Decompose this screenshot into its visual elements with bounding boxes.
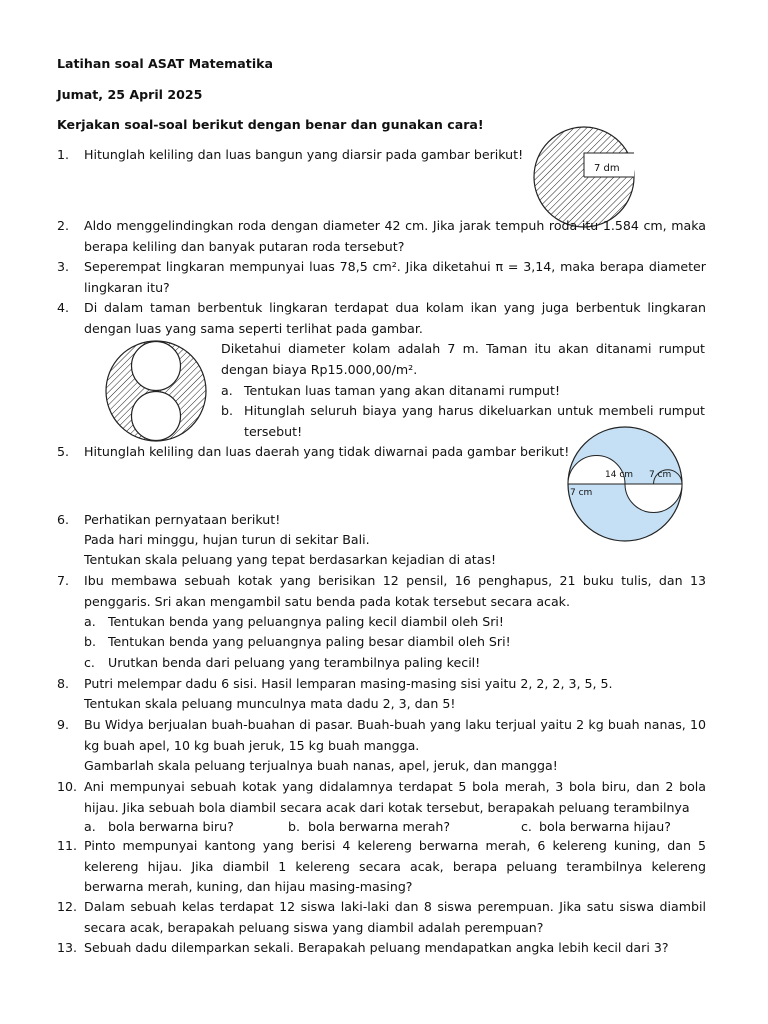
sub-text: Hitunglah seluruh biaya yang harus dikeluarkan untuk membeli rumput tersebut! xyxy=(244,403,705,439)
question-text: Dalam sebuah kelas terdapat 12 siswa laki-laki dan 8 siswa perempuan. Jika satu siswa diambil secara acak, berapakah peluang siswa yang diambil adalah perempuan? xyxy=(84,899,706,935)
question-number: 4. xyxy=(57,300,70,315)
question-text: Seperempat lingkaran mempunyai luas 78,5 cm². Jika diketahui π = 3,14, maka berapa diameter lingkaran itu? xyxy=(84,259,706,295)
question-text: Bu Widya berjualan buah-buahan di pasar. Buah-buah yang laku terjual yaitu 2 kg buah nanas, 10 kg buah apel, 10 kg buah jeruk, 15 kg buah mangga. xyxy=(84,717,706,753)
question-number: 3. xyxy=(57,259,70,274)
question-text: Ani mempunyai sebuah kotak yang didalamnya terdapat 5 bola merah, 3 bola biru, dan 2 bola hijau. Jika sebuah bola diambil secara acak dari kotak tersebut, berapakah peluang terambilnya xyxy=(84,779,706,815)
question-number: 6. xyxy=(57,512,70,527)
sub-label: a. xyxy=(84,819,96,834)
sub-label: a. xyxy=(84,614,96,629)
sub-text: Urutkan benda dari peluang yang terambilnya paling kecil! xyxy=(108,655,481,670)
question-number: 12. xyxy=(57,899,78,914)
question-number: 13. xyxy=(57,940,78,955)
sub-text: bola berwarna merah? xyxy=(308,819,451,834)
sub-label: b. xyxy=(84,634,96,649)
question-text: Ibu membawa sebuah kotak yang berisikan 12 pensil, 16 penghapus, 21 buku tulis, dan 13 penggaris. Sri akan mengambil satu benda pada kotak tersebut secara acak. xyxy=(84,573,706,609)
sub-text: bola berwarna biru? xyxy=(108,819,234,834)
sub-label: a. xyxy=(221,383,233,398)
question-number: 9. xyxy=(57,717,70,732)
figure-yin-yang-circle xyxy=(565,425,685,543)
question-number: 7. xyxy=(57,573,70,588)
question-line: Putri melempar dadu 6 sisi. Hasil lemparan masing-masing sisi yaitu 2, 2, 2, 3, 5, 5. xyxy=(84,676,613,691)
question-number: 1. xyxy=(57,147,70,162)
sub-text: bola berwarna hijau? xyxy=(539,819,671,834)
sub-text: Tentukan benda yang peluangnya paling kecil diambil oleh Sri! xyxy=(108,614,504,629)
figure-shaded-circle xyxy=(532,125,636,229)
sub-text: Tentukan benda yang peluangnya paling besar diambil oleh Sri! xyxy=(108,634,511,649)
question-line: Tentukan skala peluang munculnya mata dadu 2, 3, dan 5! xyxy=(84,696,456,711)
figure-label-left: 7 cm xyxy=(570,488,593,498)
question-text: Aldo menggelindingkan roda dengan diameter 42 cm. Jika jarak tempuh roda itu 1.584 cm, maka berapa keliling dan banyak putaran roda tersebut? xyxy=(84,218,706,254)
question-number: 10. xyxy=(57,779,78,794)
worksheet-date: Jumat, 25 April 2025 xyxy=(57,87,203,102)
question-number: 8. xyxy=(57,676,70,691)
question-text: Di dalam taman berbentuk lingkaran terdapat dua kolam ikan yang juga berbentuk lingkaran dengan luas yang sama seperti terlihat pada gambar. xyxy=(84,300,706,336)
question-text: Hitunglah keliling dan luas bangun yang diarsir pada gambar berikut! xyxy=(84,147,524,162)
question-text: Hitunglah keliling dan luas daerah yang tidak diwarnai pada gambar berikut! xyxy=(84,444,570,459)
figure-label-right: 7 cm xyxy=(649,470,672,480)
sub-label: c. xyxy=(84,655,95,670)
sub-label: b. xyxy=(288,819,300,834)
question-line: Pada hari minggu, hujan turun di sekitar Bali. xyxy=(84,532,370,547)
question-line: Perhatikan pernyataan berikut! xyxy=(84,512,281,527)
figure-label-top: 14 cm xyxy=(605,470,634,480)
question-line: Tentukan skala peluang yang tepat berdasarkan kejadian di atas! xyxy=(84,552,497,567)
sub-label: c. xyxy=(521,819,532,834)
figure-label-radius: 7 dm xyxy=(594,163,620,174)
sub-text: Tentukan luas taman yang akan ditanami rumput! xyxy=(244,383,561,398)
worksheet-instruction: Kerjakan soal-soal berikut dengan benar dan gunakan cara! xyxy=(57,117,484,132)
question-text: Pinto mempunyai kantong yang berisi 4 kelereng berwarna merah, 6 kelereng kuning, dan 5 kelereng hijau. Jika diambil 1 kelereng secara acak, berapa peluang terambilnya kelereng berwarna merah, kuning, dan hijau masing-masing? xyxy=(84,838,706,894)
question-text: Sebuah dadu dilemparkan sekali. Berapakah peluang mendapatkan angka lebih kecil dari 3? xyxy=(84,940,669,955)
question-info: Diketahui diameter kolam adalah 7 m. Taman itu akan ditanami rumput dengan biaya Rp15.000,00/m². xyxy=(221,341,705,377)
worksheet-title: Latihan soal ASAT Matematika xyxy=(57,56,274,71)
question-number: 11. xyxy=(57,838,78,853)
question-extra: Gambarlah skala peluang terjualnya buah nanas, apel, jeruk, dan mangga! xyxy=(84,758,558,773)
sub-label: b. xyxy=(221,403,233,418)
question-number: 2. xyxy=(57,218,70,233)
figure-park-with-ponds xyxy=(104,339,208,443)
question-number: 5. xyxy=(57,444,70,459)
